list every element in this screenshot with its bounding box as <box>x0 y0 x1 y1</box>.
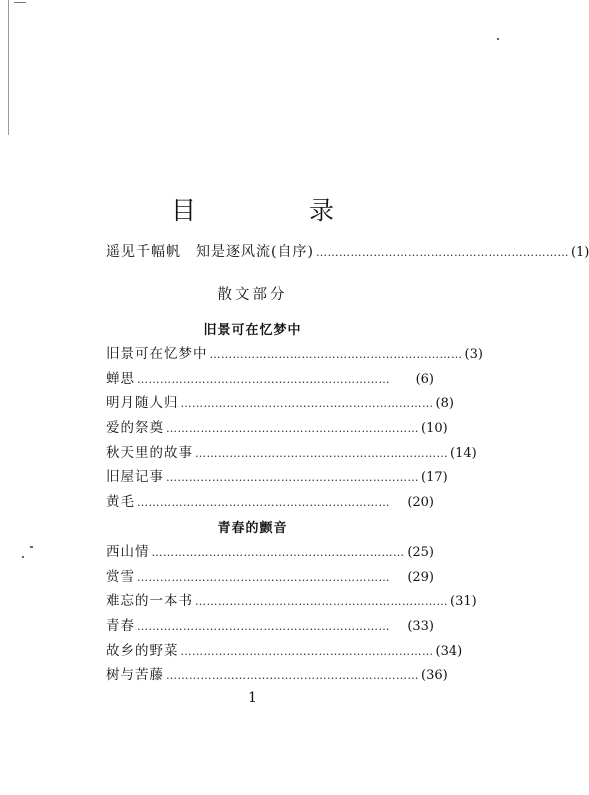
section-heading: 旧景可在忆梦中 <box>203 323 302 338</box>
toc-entry-label: 蝉思 <box>106 370 135 387</box>
toc-leader-dots: ………………………………………………………… <box>209 348 463 361</box>
toc-list <box>106 540 477 688</box>
toc-entry-label: 旧屋记事 <box>106 469 164 486</box>
scan-speck <box>22 556 24 558</box>
toc-entry-label: 爱的祭奠 <box>106 420 164 437</box>
toc-entry[interactable] <box>106 565 434 590</box>
toc-leader-dots: ………………………………………………………… <box>166 669 419 683</box>
toc-entry-page: (34) <box>435 643 463 659</box>
toc-entry-label: 遥见千幅帆 知是逐风流(自序) <box>106 244 314 260</box>
toc-entry-page: (20) <box>407 495 434 511</box>
toc-leader-dots: ………………………………………………………… <box>180 644 434 658</box>
toc-entry-label: 难忘的一本书 <box>106 593 193 610</box>
toc-entry-label: 旧景可在忆梦中 <box>106 346 208 362</box>
toc-entry-label: 赏雪 <box>106 568 135 585</box>
toc-entry[interactable] <box>106 441 477 466</box>
toc-entry-page: (33) <box>407 619 434 635</box>
section-heading: 青春的颤音 <box>217 521 288 536</box>
scan-speck <box>497 38 499 40</box>
toc-leader-dots: ………………………………………………………… <box>166 471 419 485</box>
toc-entry-page: (31) <box>450 594 477 610</box>
toc-entry-page: (25) <box>407 545 434 560</box>
toc-entry[interactable] <box>106 465 448 490</box>
toc-entry-label: 黄毛 <box>106 494 135 511</box>
toc-entry-label: 明月随人归 <box>106 395 179 412</box>
toc-entry[interactable] <box>106 416 448 441</box>
toc-entry-page: (6) <box>415 371 434 387</box>
toc-entry-label: 故乡的野菜 <box>106 642 179 659</box>
page-title: 目 录 <box>170 196 378 225</box>
toc-entry-label: 秋天里的故事 <box>106 444 193 461</box>
toc-entry-page: (29) <box>407 569 434 585</box>
toc-entry-preface[interactable] <box>106 241 589 263</box>
toc-leader-dots: ………………………………………………………… <box>137 570 390 584</box>
toc-entry[interactable] <box>106 490 434 515</box>
toc-leader-dots: ………………………………………………………… <box>137 496 390 510</box>
toc-entry-page: (17) <box>421 470 448 486</box>
toc-entry-label: 青春 <box>106 618 135 635</box>
toc-entry-page: (1) <box>570 245 589 260</box>
toc-leader-dots: ………………………………………………………… <box>137 372 390 386</box>
toc-entry[interactable] <box>106 639 463 664</box>
toc-entry[interactable] <box>106 589 477 614</box>
scan-edge-line <box>8 0 9 135</box>
page-number: 1 <box>248 690 257 706</box>
part-heading: 散文部分 <box>217 287 288 303</box>
toc-entry[interactable] <box>106 614 434 639</box>
toc-leader-dots: ………………………………………………………… <box>180 397 434 411</box>
scan-speck <box>30 546 33 548</box>
toc-leader-dots: ………………………………………………………… <box>315 246 569 259</box>
scan-mark <box>14 2 26 3</box>
toc-entry-page: (10) <box>421 421 448 437</box>
toc-entry[interactable] <box>106 367 434 392</box>
toc-leader-dots: ………………………………………………………… <box>151 546 405 559</box>
toc-entry-page: (3) <box>464 347 483 362</box>
toc-entry-page: (36) <box>421 668 448 684</box>
toc-list <box>106 342 483 515</box>
toc-leader-dots: ………………………………………………………… <box>166 422 419 436</box>
toc-entry[interactable] <box>106 342 483 367</box>
toc-entry-label: 西山情 <box>106 544 150 560</box>
toc-entry-label: 树与苦藤 <box>106 667 164 684</box>
toc-entry[interactable] <box>106 391 454 416</box>
toc-entry[interactable] <box>106 540 434 565</box>
toc-leader-dots: ………………………………………………………… <box>195 446 448 460</box>
toc-leader-dots: ………………………………………………………… <box>195 595 448 609</box>
toc-leader-dots: ………………………………………………………… <box>137 620 390 634</box>
toc-entry-page: (14) <box>450 445 477 461</box>
toc-entry[interactable] <box>106 663 448 688</box>
toc-entry-page: (8) <box>435 396 454 412</box>
